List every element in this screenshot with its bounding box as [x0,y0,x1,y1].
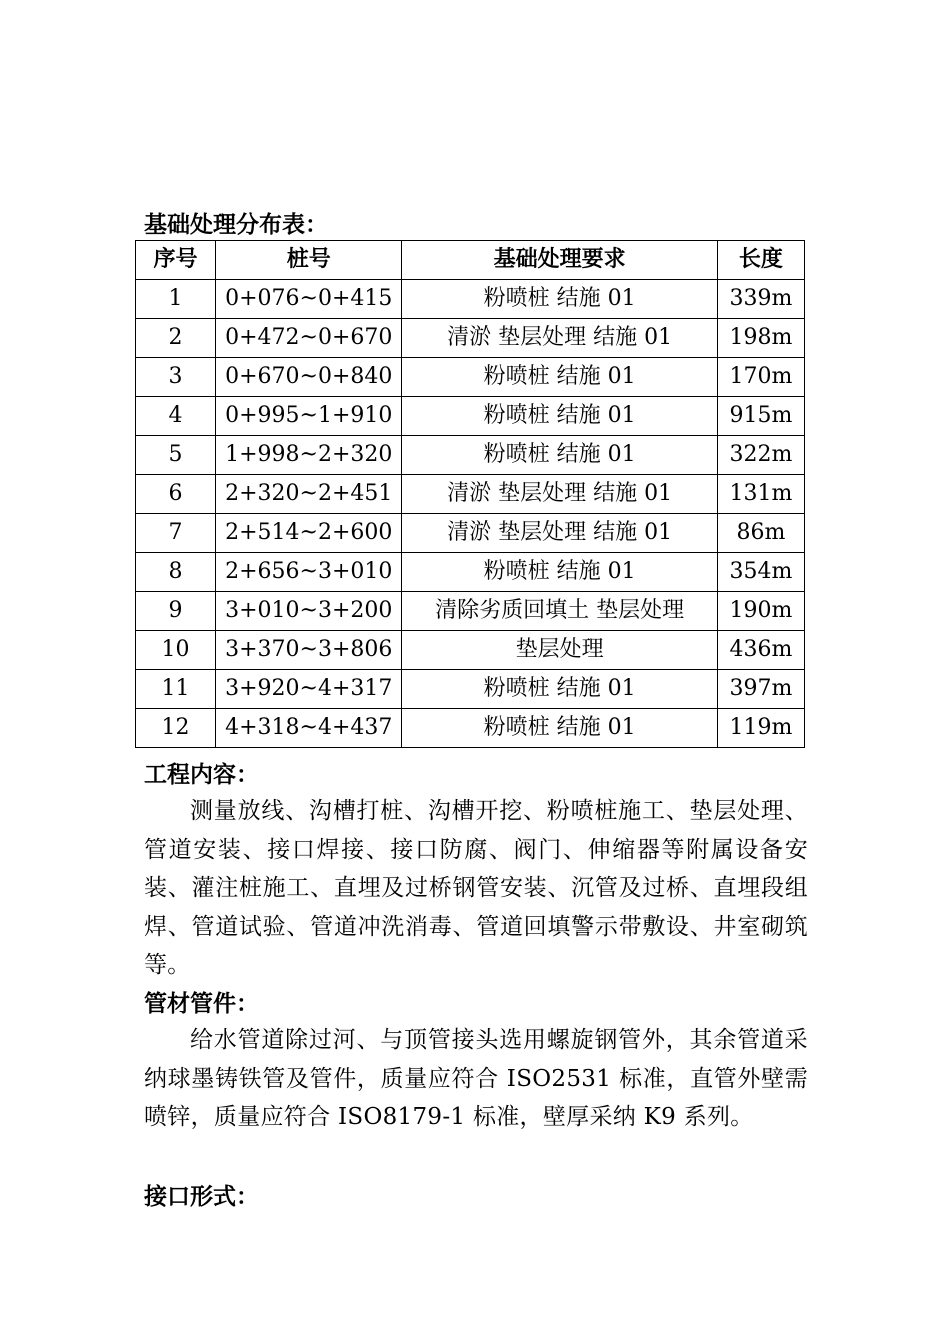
cell-length: 170m [717,358,804,397]
cell-length: 86m [717,514,804,553]
section-pipe-materials [144,987,808,1137]
cell-seq: 6 [136,475,216,514]
cell-seq: 7 [136,514,216,553]
cell-length: 119m [717,709,804,748]
cell-requirement: 垫层处理 [402,631,717,670]
table-row [136,709,805,748]
cell-length: 397m [717,670,804,709]
cell-seq: 12 [136,709,216,748]
cell-length: 915m [717,397,804,436]
header-seq: 序号 [136,241,216,280]
table-row [136,670,805,709]
section-heading-work: 工程内容： [144,762,259,788]
header-requirement: 基础处理要求 [402,241,717,280]
table-body [136,280,805,748]
cell-requirement: 粉喷桩 结施 01 [402,670,717,709]
section-body-pipe: 给水管道除过河、与顶管接头选用螺旋钢管外，其余管道采纳球墨铸铁管及管件，质量应符合 ISO2531 标准，直管外壁需喷锌，质量应符合 ISO8179-1 标准，壁厚采纳 K9 系列。 [144,1027,808,1130]
table-row [136,475,805,514]
table-row [136,514,805,553]
table-row [136,592,805,631]
cell-requirement: 粉喷桩 结施 01 [402,397,717,436]
foundation-distribution-table [135,240,805,748]
cell-seq: 11 [136,670,216,709]
header-pile-number: 桩号 [216,241,402,280]
cell-pile-number: 3+920~4+317 [216,670,402,709]
cell-pile-number: 3+010~3+200 [216,592,402,631]
section-body-work: 测量放线、沟槽打桩、沟槽开挖、粉喷桩施工、垫层处理、管道安装、接口焊接、接口防腐、阀门、伸缩器等附属设备安装、灌注桩施工、直埋及过桥钢管安装、沉管及过桥、直埋段组焊、管道试验、管道冲洗消毒、管道回填警示带敷设、井室砌筑等。 [144,798,808,978]
cell-pile-number: 0+995~1+910 [216,397,402,436]
cell-pile-number: 0+670~0+840 [216,358,402,397]
table-row [136,280,805,319]
cell-requirement: 粉喷桩 结施 01 [402,358,717,397]
table-row [136,436,805,475]
section-joint-form [144,1180,808,1214]
cell-pile-number: 1+998~2+320 [216,436,402,475]
cell-requirement: 清淤 垫层处理 结施 01 [402,514,717,553]
cell-seq: 2 [136,319,216,358]
header-length: 长度 [717,241,804,280]
table-header-row [136,241,805,280]
table-row [136,631,805,670]
cell-length: 190m [717,592,804,631]
cell-seq: 1 [136,280,216,319]
cell-pile-number: 3+370~3+806 [216,631,402,670]
table-row [136,358,805,397]
cell-requirement: 粉喷桩 结施 01 [402,553,717,592]
cell-requirement: 粉喷桩 结施 01 [402,709,717,748]
section-heading-pipe: 管材管件： [144,991,259,1017]
cell-length: 322m [717,436,804,475]
cell-length: 339m [717,280,804,319]
cell-pile-number: 0+076~0+415 [216,280,402,319]
cell-pile-number: 2+656~3+010 [216,553,402,592]
cell-length: 131m [717,475,804,514]
cell-length: 354m [717,553,804,592]
cell-seq: 9 [136,592,216,631]
table-row [136,319,805,358]
section-work-content [144,758,808,985]
section-heading-joint: 接口形式： [144,1184,259,1210]
table-row [136,397,805,436]
table-caption: 基础处理分布表： [144,212,328,238]
cell-seq: 5 [136,436,216,475]
cell-seq: 8 [136,553,216,592]
cell-seq: 3 [136,358,216,397]
cell-pile-number: 2+320~2+451 [216,475,402,514]
cell-requirement: 清除劣质回填土 垫层处理 [402,592,717,631]
cell-seq: 10 [136,631,216,670]
cell-requirement: 粉喷桩 结施 01 [402,436,717,475]
cell-requirement: 粉喷桩 结施 01 [402,280,717,319]
cell-pile-number: 2+514~2+600 [216,514,402,553]
cell-length: 436m [717,631,804,670]
cell-requirement: 清淤 垫层处理 结施 01 [402,475,717,514]
cell-requirement: 清淤 垫层处理 结施 01 [402,319,717,358]
cell-pile-number: 0+472~0+670 [216,319,402,358]
cell-length: 198m [717,319,804,358]
cell-seq: 4 [136,397,216,436]
table-row [136,553,805,592]
cell-pile-number: 4+318~4+437 [216,709,402,748]
